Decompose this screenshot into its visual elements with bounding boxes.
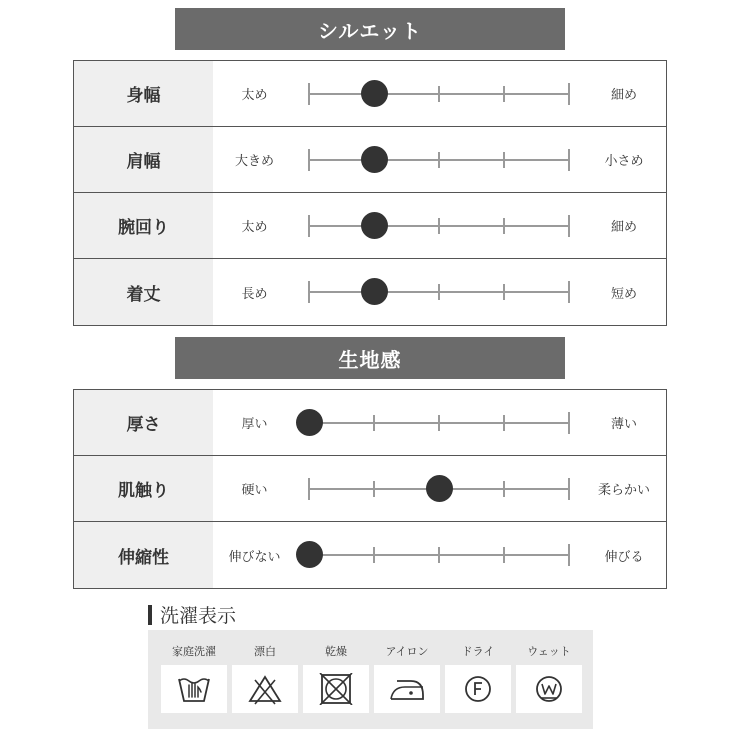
care-label: 乾燥 [325,645,347,658]
care-title-text: 洗濯表示 [160,605,237,627]
scale-tick [568,215,570,237]
hand-wash-icon [176,673,212,705]
scale-tick [503,218,505,234]
fabric-table [73,389,667,589]
care-label: アイロン [385,645,429,658]
scale [213,456,666,521]
table-row [74,259,666,325]
table-row [74,61,666,127]
care-item-wet-clean [516,630,582,729]
scale-left-label: 太め [241,88,268,103]
scale [213,522,666,588]
scale [213,61,666,126]
fabric-title: 生地感 [338,347,402,372]
care-icon-box [232,665,298,713]
scale-marker [361,278,388,305]
scale-marker [361,212,388,239]
care-label: ウェット [527,645,571,658]
scale-left-label: 伸びない [228,549,281,565]
table-row [74,193,666,259]
scale-tick [503,86,505,102]
dry-clean-f-icon [462,673,494,705]
care-item-dry-clean [445,630,511,729]
scale-left-label: 硬い [241,483,268,498]
scale-tick [373,547,375,563]
scale-track [309,554,569,556]
scale-track [309,225,569,227]
scale-tick [568,281,570,303]
scale-tick [568,83,570,105]
scale-tick [438,284,440,300]
scale-left-label: 長め [241,286,268,302]
scale-track [309,93,569,95]
care-label: 漂白 [254,645,276,658]
care-icon-box [303,665,369,713]
no-tumble-dry-icon [318,673,354,705]
scale-tick [308,281,310,303]
scale-marker [361,80,388,107]
scale-right-label: 小さめ [604,154,644,169]
scale-right-label: 細め [610,88,637,103]
scale-tick [568,149,570,171]
care-icon-box [161,665,227,713]
scale-track [309,291,569,293]
scale-left-label: 太め [241,220,268,235]
scale-marker [426,475,453,502]
table-row [74,456,666,522]
scale-tick [373,481,375,497]
silhouette-table [73,60,667,326]
iron-low-icon [387,673,427,705]
care-panel [148,630,593,729]
scale-tick [503,152,505,168]
scale [213,193,666,258]
scale [213,259,666,325]
scale-right-label: 短め [610,286,637,302]
row-label: 伸縮性 [74,522,213,588]
care-item-home-wash [161,630,227,729]
scale-tick [308,478,310,500]
care-title [148,601,236,628]
wet-clean-w-icon [533,673,565,705]
scale-track [309,159,569,161]
row-label: 腕回り [74,193,213,258]
care-item-iron [374,630,440,729]
scale-left-label: 大きめ [234,154,274,169]
scale-track [309,488,569,490]
table-row [74,522,666,588]
scale-left-label: 厚い [241,417,268,432]
scale-tick [438,218,440,234]
row-label: 厚さ [74,390,213,455]
row-label: 肌触り [74,456,213,521]
scale-tick [503,481,505,497]
care-label: ドライ [461,645,495,658]
scale-tick [568,544,570,566]
scale-tick [373,415,375,431]
silhouette-title: シルエット [317,18,423,43]
scale-tick [503,284,505,300]
scale-track [309,422,569,424]
scale-right-label: 薄い [610,417,637,432]
care-item-bleach [232,630,298,729]
scale-tick [503,415,505,431]
scale-right-label: 伸びる [604,549,644,565]
silhouette-header [175,8,565,50]
scale-marker [296,541,323,568]
scale [213,127,666,192]
scale-right-label: 細め [610,220,637,235]
scale-tick [568,412,570,434]
scale [213,390,666,455]
scale-tick [438,547,440,563]
scale-tick [438,152,440,168]
care-item-dry [303,630,369,729]
scale-tick [438,415,440,431]
table-row [74,127,666,193]
row-label: 身幅 [74,61,213,126]
scale-tick [308,83,310,105]
no-bleach-icon [247,673,283,705]
scale-tick [503,547,505,563]
table-row [74,390,666,456]
fabric-header [175,337,565,379]
care-label: 家庭洗濯 [172,645,216,658]
care-icon-box [374,665,440,713]
scale-tick [438,86,440,102]
care-icon-box [516,665,582,713]
row-label: 肩幅 [74,127,213,192]
scale-marker [361,146,388,173]
row-label: 着丈 [74,259,213,325]
care-icon-box [445,665,511,713]
scale-marker [296,409,323,436]
scale-tick [308,149,310,171]
scale-tick [308,215,310,237]
scale-tick [568,478,570,500]
scale-right-label: 柔らかい [597,483,650,498]
care-title-bar [148,605,152,625]
